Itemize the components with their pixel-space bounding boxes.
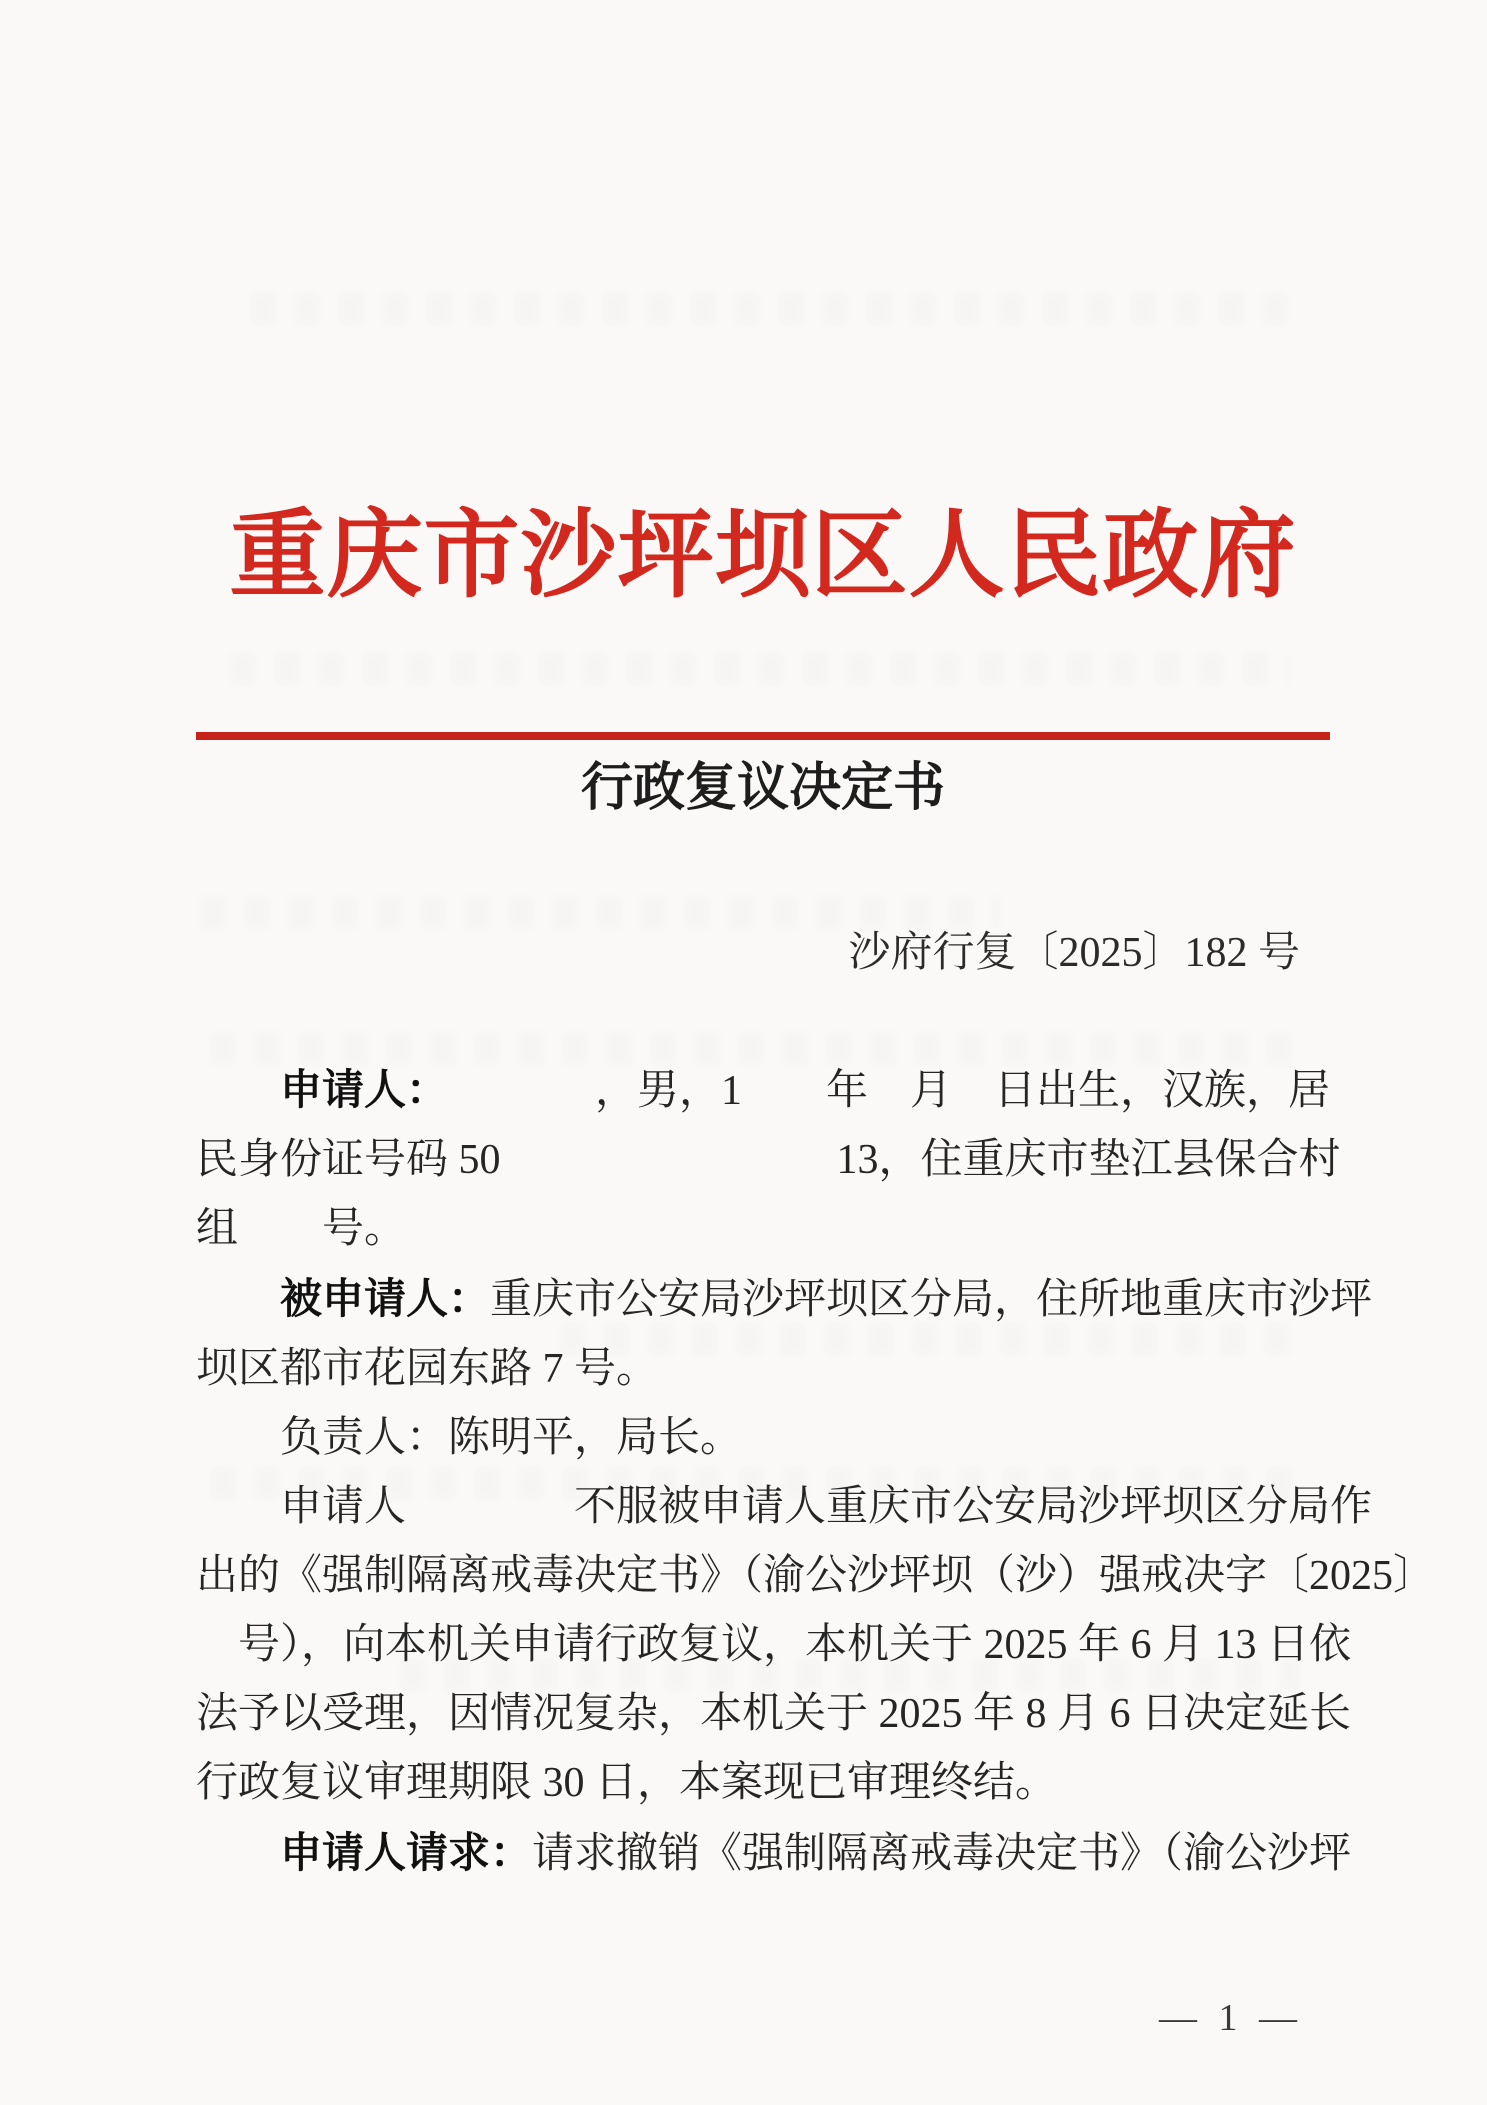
body-line xyxy=(196,1404,1356,1473)
document-body xyxy=(196,1055,1436,1889)
body-text: 组 号。 xyxy=(196,1206,407,1252)
body-line xyxy=(196,1195,1356,1264)
body-text: 负责人：陈明平，局长。 xyxy=(196,1415,743,1461)
issuing-authority-title: 重庆市沙坪坝区人民政府 xyxy=(229,502,1297,609)
body-line xyxy=(196,1818,1356,1889)
field-label-respondent: 被申请人： xyxy=(196,1275,491,1322)
field-label-applicant: 申请人： xyxy=(196,1066,428,1113)
page-number: — 1 — xyxy=(1159,1997,1303,2039)
bleed-through-ghost xyxy=(230,652,1290,686)
body-text: 坝区都市花园东路 7 号。 xyxy=(196,1346,659,1392)
body-line xyxy=(196,1680,1356,1749)
document-reference-number: 沙府行复〔2025〕182 号 xyxy=(848,930,1300,976)
body-text: 申请人 不服被申请人重庆市公安局沙坪坝区分局作 xyxy=(196,1484,1373,1530)
body-text: 号），向本机关申请行政复议，本机关于 2025 年 6 月 13 日依 xyxy=(196,1622,1352,1668)
body-text: 法予以受理，因情况复杂，本机关于 2025 年 8 月 6 日决定延长 xyxy=(196,1691,1352,1737)
body-line xyxy=(196,1542,1436,1611)
body-line xyxy=(196,1055,1356,1126)
body-line xyxy=(196,1749,1356,1818)
body-text: 出的《强制隔离戒毒决定书》（渝公沙坪坝（沙）强戒决字〔2025〕 xyxy=(196,1553,1436,1599)
body-line xyxy=(196,1335,1356,1404)
body-text: 民身份证号码 50 13，住重庆市垫江县保合村 xyxy=(196,1137,1341,1183)
field-label-applicant-request: 申请人请求： xyxy=(196,1829,533,1876)
body-text: 请求撤销《强制隔离戒毒决定书》（渝公沙坪 xyxy=(532,1831,1352,1877)
body-line xyxy=(196,1264,1373,1335)
body-line xyxy=(196,1473,1373,1542)
bleed-through-ghost xyxy=(200,896,1000,930)
body-line xyxy=(196,1611,1356,1680)
document-type-heading: 行政复议决定书 xyxy=(580,760,945,817)
body-line xyxy=(196,1126,1356,1195)
red-divider-rule xyxy=(196,732,1330,740)
body-text: 重庆市公安局沙坪坝区分局，住所地重庆市沙坪 xyxy=(490,1277,1373,1323)
body-text: ，男，1 年 月 日出生，汉族，居 xyxy=(427,1068,1331,1114)
bleed-through-ghost xyxy=(250,292,1290,326)
body-text: 行政复议审理期限 30 日，本案现已审理终结。 xyxy=(196,1760,1058,1806)
